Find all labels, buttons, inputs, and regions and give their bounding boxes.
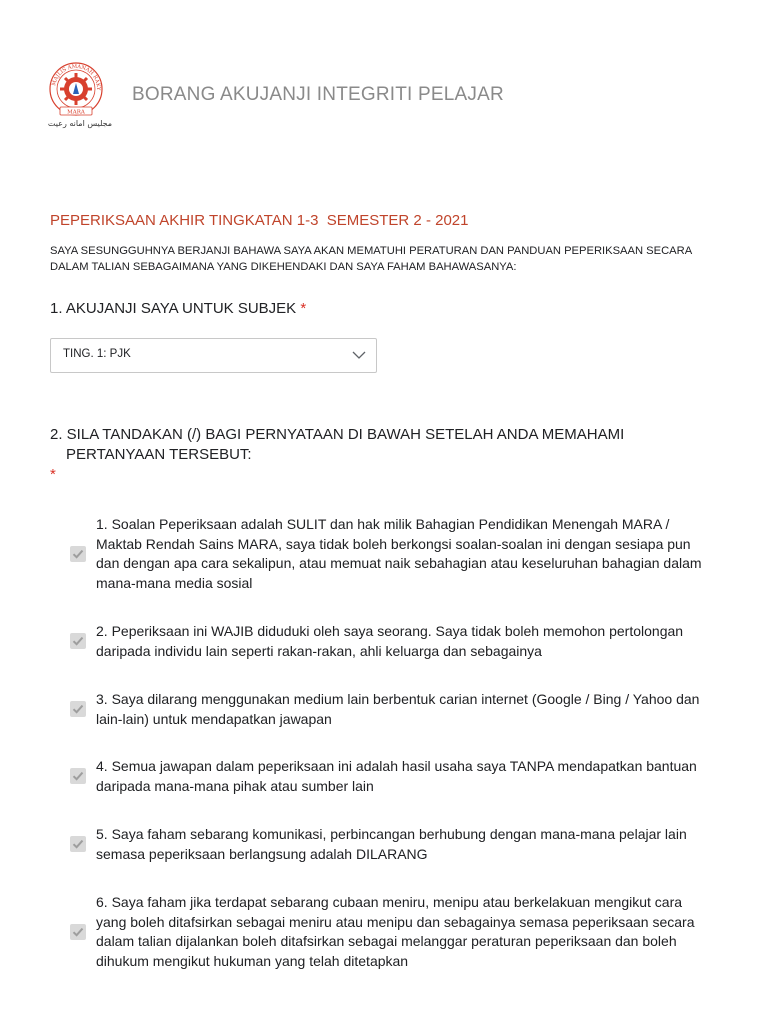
checkbox[interactable] (70, 633, 86, 649)
logo-banner-text: MARA (67, 109, 85, 116)
section-title: PEPERIKSAAN AKHIR TINGKATAN 1-3 SEMESTER 2 - 2021 (50, 212, 469, 229)
checkmark-icon (72, 548, 84, 560)
subject-dropdown[interactable] (50, 338, 377, 373)
subject-dropdown-value: TING. 1: PJK (63, 348, 131, 360)
checkbox[interactable] (70, 924, 86, 940)
checkbox-label: 6. Saya faham jika terdapat sebarang cubaan meniru, menipu atau berkelakuan mengikut cara yang boleh ditafsirkan sebagai meniru atau menipu dan sebagainya semasa peperiksaan secara dalam talian dijalankan boleh ditafsirkan sebagai melanggar peraturan peperiksaan dan boleh dihukum mengikut hukuman yang telah ditetapkan (96, 894, 695, 969)
checkmark-icon (72, 838, 84, 850)
checkmark-icon (72, 703, 84, 715)
checkbox[interactable] (70, 768, 86, 784)
logo-script-text: مجليس امانه رعيت (47, 119, 113, 128)
checkbox[interactable] (70, 836, 86, 852)
checkbox[interactable] (70, 701, 86, 717)
mara-logo (46, 56, 118, 136)
checkbox-label: 1. Soalan Peperiksaan adalah SULIT dan hak milik Bahagian Pendidikan Menengah MARA / Maktab Rendah Sains MARA, saya tidak boleh berkongsi soalan-soalan ini dengan sesiapa pun dan dengan apa cara sekalipun, atau memuat naik sebahagian atau keseluruhan bahagian dalam mana-mana media sosial (96, 516, 702, 591)
checkbox-label: 4. Semua jawapan dalam peperiksaan ini adalah hasil usaha saya TANPA mendapatkan bantuan daripada mana-mana pihak atau sumber lain (96, 758, 697, 794)
checkmark-icon (72, 770, 84, 782)
required-asterisk: * (300, 300, 307, 317)
checkbox[interactable] (70, 546, 86, 562)
question-1-title (50, 299, 306, 319)
checkbox-label: 2. Peperiksaan ini WAJIB diduduki oleh saya seorang. Saya tidak boleh memohon pertolongan daripada individu lain seperti rakan-rakan, ahli keluarga dan sebagainya (96, 623, 684, 659)
logo-ring-text: MAJLIS AMANAH RAKY (51, 63, 102, 91)
checkbox-label: 3. Saya dilarang menggunakan medium lain berbentuk carian internet (Google / Bing / Yahoo dan lain-lain) untuk mendapatkan jawapan (96, 691, 700, 727)
question-2-label: 2. SILA TANDAKAN (/) BAGI PERNYATAAN DI BAWAH SETELAH ANDA MEMAHAMI PERTANYAAN TERSEBUT: (50, 426, 625, 463)
chevron-down-icon (352, 351, 366, 360)
checkmark-icon (72, 635, 84, 647)
checkmark-icon (72, 926, 84, 938)
checkbox-label: 5. Saya faham sebarang komunikasi, perbincangan berhubung dengan mana-mana pelajar lain semasa peperiksaan berlangsung adalah DILARANG (96, 826, 687, 862)
question-1-label: 1. AKUJANJI SAYA UNTUK SUBJEK (50, 300, 297, 317)
section-description: SAYA SESUNGGUHNYA BERJANJI BAHAWA SAYA AKAN MEMATUHI PERATURAN DAN PANDUAN PEPERIKSAAN SECARA DALAM TALIAN SEBAGAIMANA YANG DIKEHENDAKI DAN SAYA FAHAM BAHAWASANYA: (50, 245, 692, 273)
form-title: BORANG AKUJANJI INTEGRITI PELAJAR (132, 84, 504, 105)
question-2-title (50, 425, 690, 465)
required-asterisk: * (50, 466, 56, 483)
form-header (46, 56, 726, 136)
